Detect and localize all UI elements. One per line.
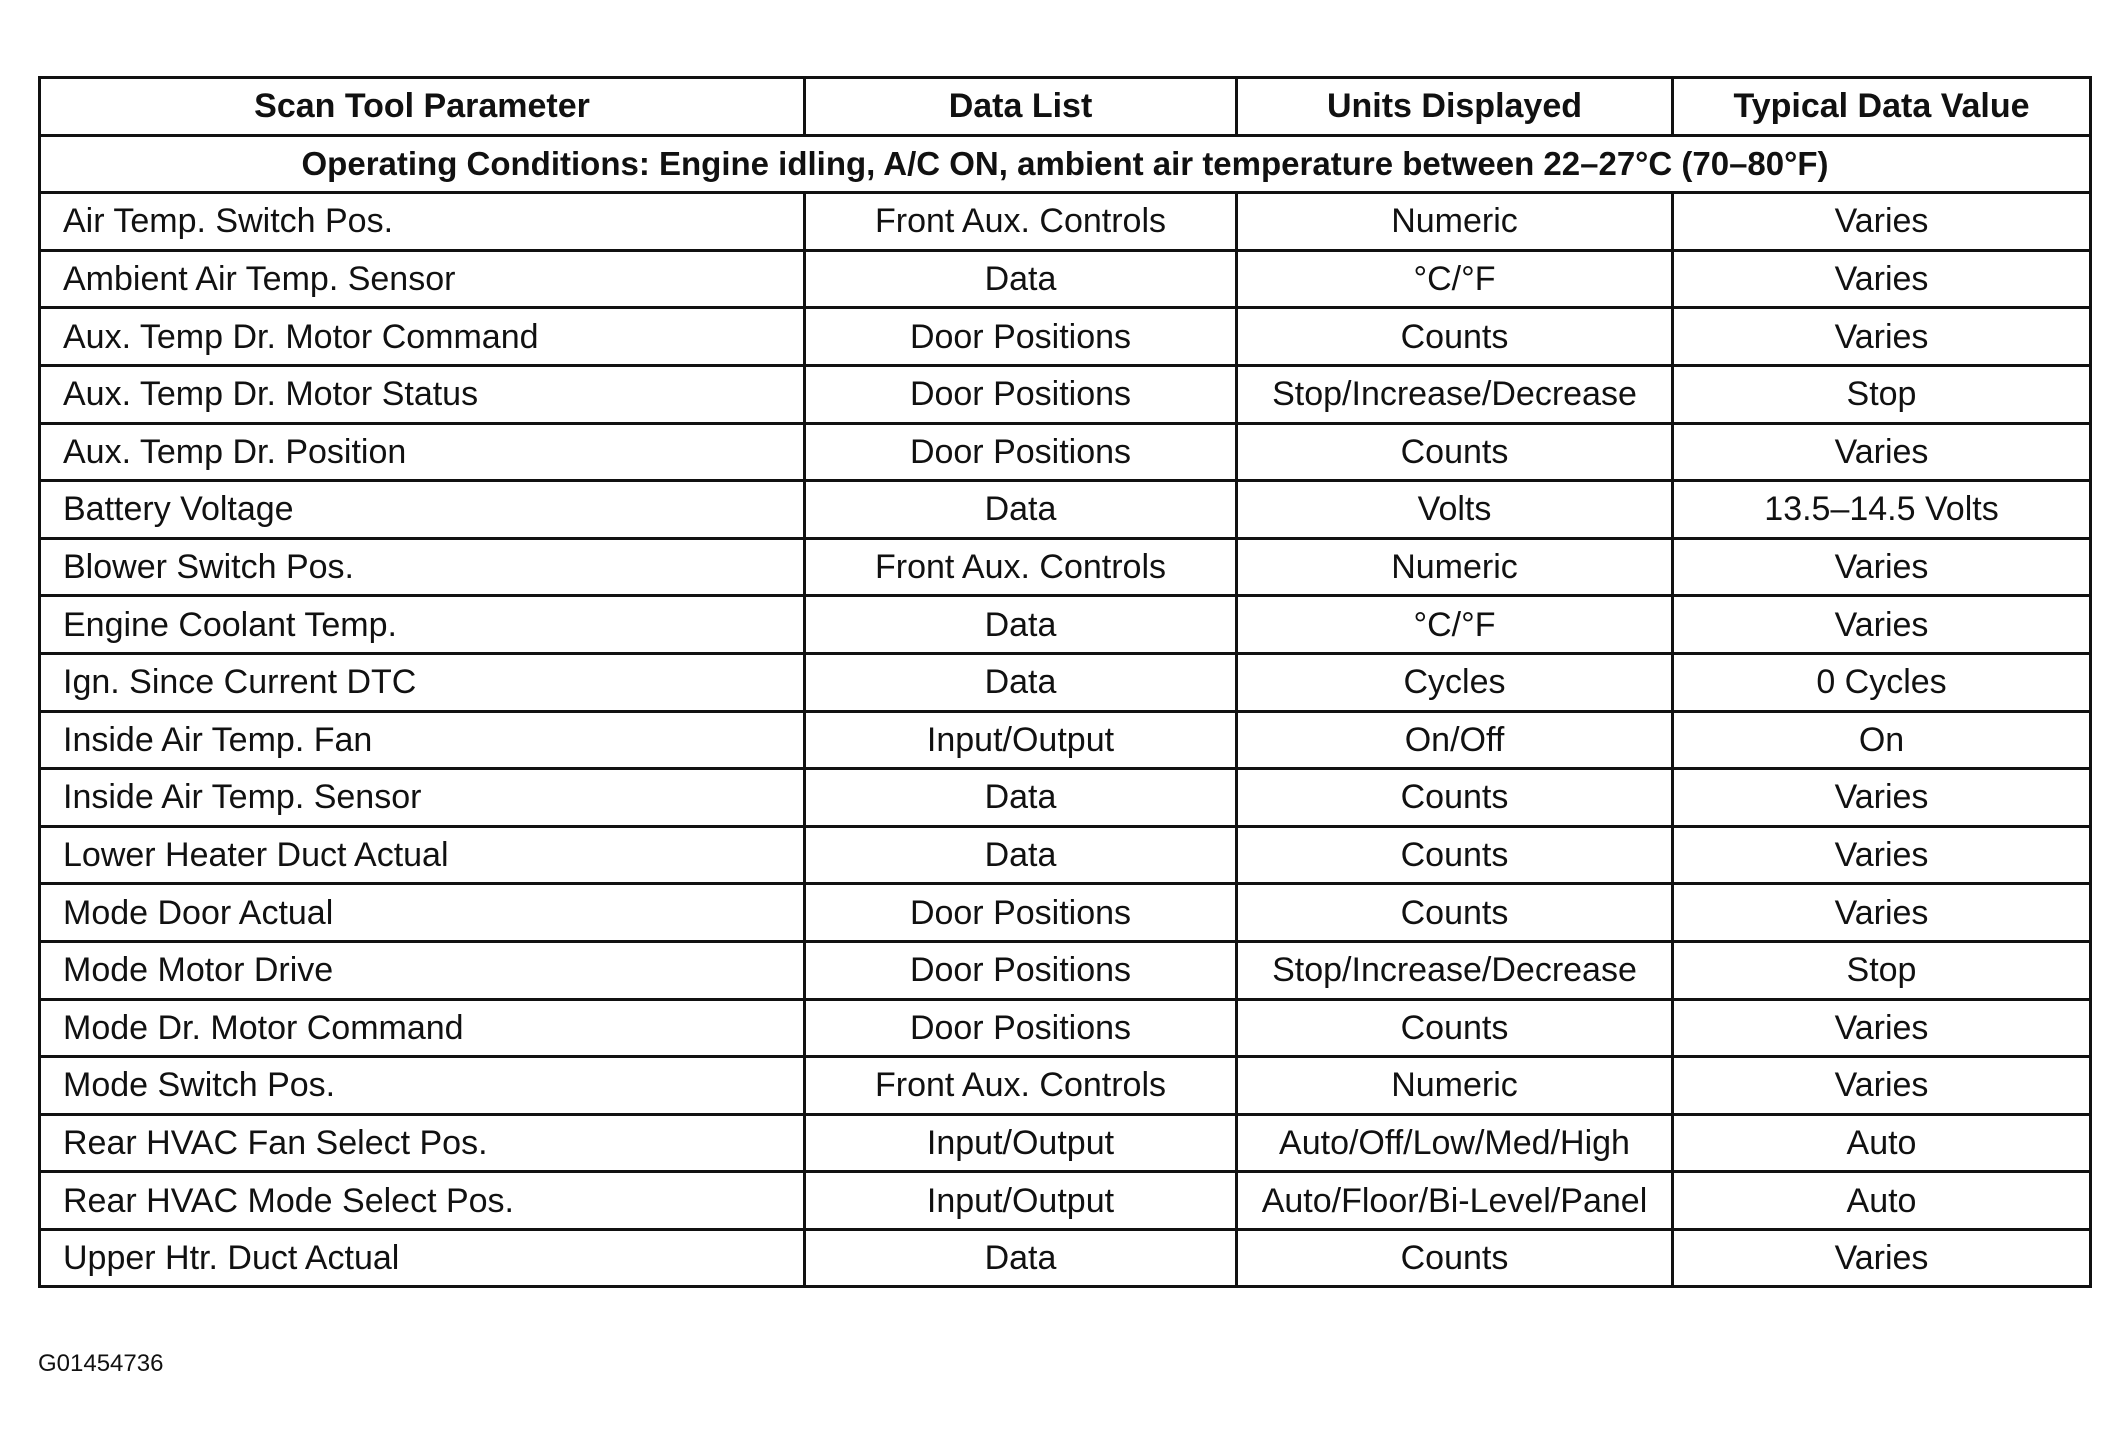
cell-parameter: Mode Door Actual: [40, 884, 805, 942]
cell-data-list: Data: [805, 1229, 1237, 1287]
table-row: [40, 538, 2091, 596]
cell-parameter: Inside Air Temp. Sensor: [40, 769, 805, 827]
cell-data-list: Input/Output: [805, 711, 1237, 769]
cell-units: Auto/Floor/Bi-Level/Panel: [1237, 1172, 1673, 1230]
cell-units: Counts: [1237, 884, 1673, 942]
cell-units: Stop/Increase/Decrease: [1237, 941, 1673, 999]
cell-typical-value: Varies: [1673, 769, 2091, 827]
table-row: [40, 653, 2091, 711]
table-row: [40, 999, 2091, 1057]
cell-units: Counts: [1237, 826, 1673, 884]
scan-tool-data-table: [38, 76, 2092, 1288]
table-row: [40, 596, 2091, 654]
cell-data-list: Front Aux. Controls: [805, 1057, 1237, 1115]
cell-parameter: Inside Air Temp. Fan: [40, 711, 805, 769]
cell-data-list: Data: [805, 769, 1237, 827]
cell-units: Numeric: [1237, 538, 1673, 596]
cell-units: On/Off: [1237, 711, 1673, 769]
cell-typical-value: Auto: [1673, 1114, 2091, 1172]
cell-data-list: Data: [805, 653, 1237, 711]
cell-typical-value: Stop: [1673, 365, 2091, 423]
cell-parameter: Mode Dr. Motor Command: [40, 999, 805, 1057]
cell-typical-value: Auto: [1673, 1172, 2091, 1230]
table-row: [40, 826, 2091, 884]
cell-data-list: Data: [805, 826, 1237, 884]
cell-data-list: Data: [805, 250, 1237, 308]
cell-parameter: Aux. Temp Dr. Motor Status: [40, 365, 805, 423]
cell-typical-value: On: [1673, 711, 2091, 769]
cell-units: Counts: [1237, 423, 1673, 481]
operating-conditions: Operating Conditions: Engine idling, A/C ON, ambient air temperature between 22–27°C (70–80°F): [40, 135, 2091, 193]
operating-conditions-row: [40, 135, 2091, 193]
table-row: [40, 1114, 2091, 1172]
cell-units: Counts: [1237, 1229, 1673, 1287]
cell-typical-value: Varies: [1673, 423, 2091, 481]
cell-parameter: Lower Heater Duct Actual: [40, 826, 805, 884]
table-row: [40, 769, 2091, 827]
cell-parameter: Rear HVAC Mode Select Pos.: [40, 1172, 805, 1230]
cell-typical-value: Varies: [1673, 538, 2091, 596]
cell-data-list: Front Aux. Controls: [805, 538, 1237, 596]
cell-units: Auto/Off/Low/Med/High: [1237, 1114, 1673, 1172]
cell-parameter: Ambient Air Temp. Sensor: [40, 250, 805, 308]
cell-typical-value: Stop: [1673, 941, 2091, 999]
cell-parameter: Ign. Since Current DTC: [40, 653, 805, 711]
cell-typical-value: Varies: [1673, 250, 2091, 308]
cell-data-list: Door Positions: [805, 423, 1237, 481]
table-row: [40, 423, 2091, 481]
cell-typical-value: Varies: [1673, 1057, 2091, 1115]
cell-units: Numeric: [1237, 193, 1673, 251]
table-row: [40, 1229, 2091, 1287]
cell-data-list: Front Aux. Controls: [805, 193, 1237, 251]
header-row: [40, 78, 2091, 136]
cell-units: Counts: [1237, 308, 1673, 366]
table-row: [40, 481, 2091, 539]
cell-typical-value: Varies: [1673, 596, 2091, 654]
table-body: [40, 135, 2091, 1287]
cell-parameter: Air Temp. Switch Pos.: [40, 193, 805, 251]
cell-parameter: Mode Switch Pos.: [40, 1057, 805, 1115]
table-row: [40, 1172, 2091, 1230]
cell-data-list: Input/Output: [805, 1114, 1237, 1172]
cell-data-list: Data: [805, 596, 1237, 654]
cell-data-list: Input/Output: [805, 1172, 1237, 1230]
scan-tool-table-container: [38, 76, 2089, 1288]
header-units-displayed: Units Displayed: [1237, 78, 1673, 136]
table-row: [40, 884, 2091, 942]
header-typical-data-value: Typical Data Value: [1673, 78, 2091, 136]
cell-data-list: Door Positions: [805, 884, 1237, 942]
cell-data-list: Door Positions: [805, 941, 1237, 999]
cell-parameter: Aux. Temp Dr. Motor Command: [40, 308, 805, 366]
cell-data-list: Data: [805, 481, 1237, 539]
cell-typical-value: Varies: [1673, 826, 2091, 884]
figure-id: G01454736: [38, 1350, 164, 1377]
cell-data-list: Door Positions: [805, 365, 1237, 423]
table-row: [40, 1057, 2091, 1115]
cell-data-list: Door Positions: [805, 999, 1237, 1057]
cell-units: Cycles: [1237, 653, 1673, 711]
cell-parameter: Engine Coolant Temp.: [40, 596, 805, 654]
cell-typical-value: 0 Cycles: [1673, 653, 2091, 711]
table-row: [40, 193, 2091, 251]
cell-typical-value: Varies: [1673, 999, 2091, 1057]
cell-parameter: Mode Motor Drive: [40, 941, 805, 999]
table-row: [40, 308, 2091, 366]
cell-parameter: Battery Voltage: [40, 481, 805, 539]
table-row: [40, 941, 2091, 999]
cell-units: °C/°F: [1237, 596, 1673, 654]
cell-parameter: Upper Htr. Duct Actual: [40, 1229, 805, 1287]
header-data-list: Data List: [805, 78, 1237, 136]
cell-units: Stop/Increase/Decrease: [1237, 365, 1673, 423]
cell-units: Counts: [1237, 999, 1673, 1057]
cell-typical-value: Varies: [1673, 1229, 2091, 1287]
cell-parameter: Blower Switch Pos.: [40, 538, 805, 596]
cell-typical-value: Varies: [1673, 193, 2091, 251]
cell-typical-value: 13.5–14.5 Volts: [1673, 481, 2091, 539]
cell-parameter: Rear HVAC Fan Select Pos.: [40, 1114, 805, 1172]
header-scan-tool-parameter: Scan Tool Parameter: [40, 78, 805, 136]
cell-typical-value: Varies: [1673, 884, 2091, 942]
cell-typical-value: Varies: [1673, 308, 2091, 366]
table-row: [40, 711, 2091, 769]
cell-units: Counts: [1237, 769, 1673, 827]
table-row: [40, 365, 2091, 423]
cell-units: Numeric: [1237, 1057, 1673, 1115]
cell-units: Volts: [1237, 481, 1673, 539]
cell-units: °C/°F: [1237, 250, 1673, 308]
cell-data-list: Door Positions: [805, 308, 1237, 366]
cell-parameter: Aux. Temp Dr. Position: [40, 423, 805, 481]
table-row: [40, 250, 2091, 308]
